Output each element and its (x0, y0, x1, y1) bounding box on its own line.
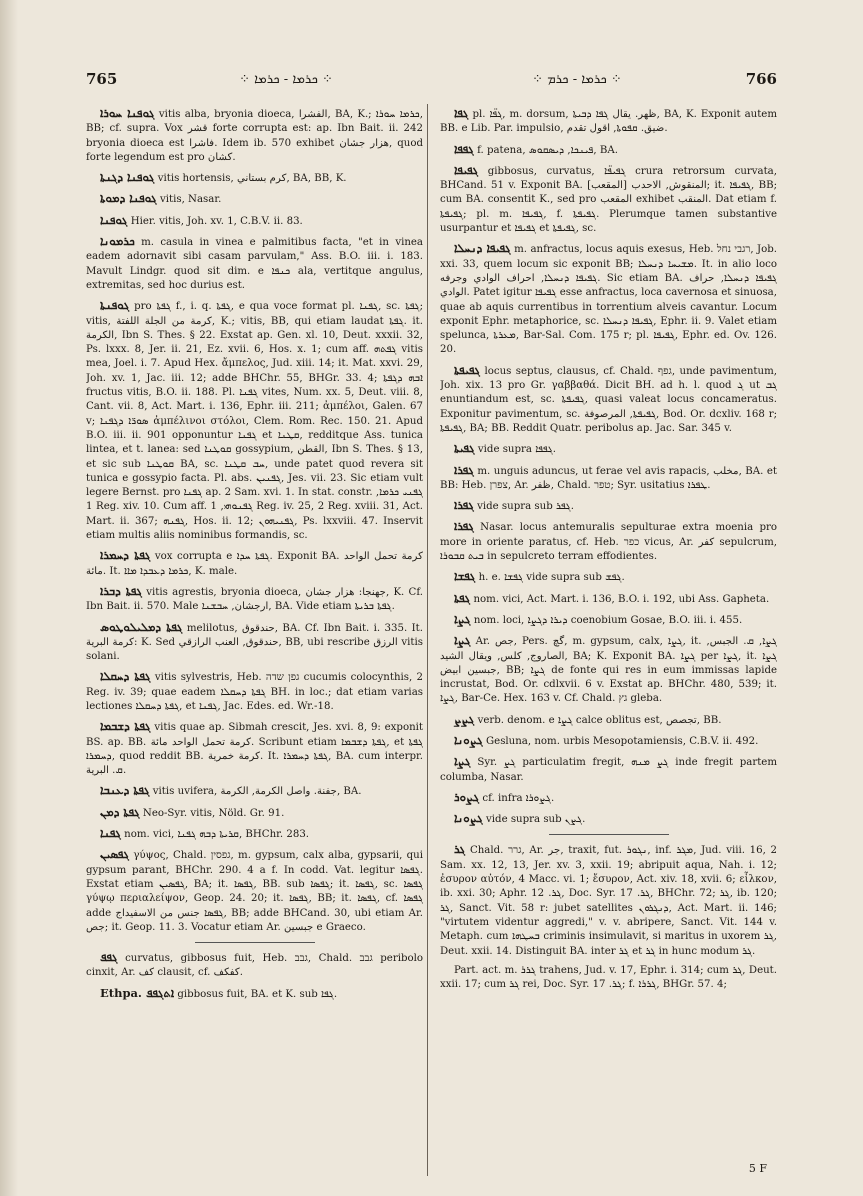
dictionary-entry (440, 754, 777, 785)
dictionary-entry (86, 548, 423, 579)
dictionary-entry (86, 986, 423, 1002)
entry-text: Syr. ܓܨ particulatim fregit, ܓܨ ܡܢܗ inde fregit partem columba, Nasar. (440, 757, 777, 783)
entry-text: vitis agrestis, bryonia dioeca, جهنجا: هزار جشان, K. Cf. Ibn Bait. ii. 570. Male ارجشان, ܚܒܫܢܐ, BA. Vide etiam ܓܦܬܐ ܒܪܝܬܐ. (86, 586, 423, 613)
entry-lemma: ܓܦܪܐ (454, 519, 474, 534)
entry-lemma: ܓܨܨ (454, 711, 475, 726)
dictionary-entry (440, 519, 777, 564)
entry-text: gibbosus, curvatus, ܓܦܝܦ̈ܐ crura retrorsum curvata, BHCand. 51 v. Exponit BA. المنقوش, الاحدب [المقعب]; it. ܓܦܝܦܐ, BB; cum BA. consentit K., sed pro المقعب exhibet المنقب. Dat etiam f. ܓܦܝܦܬܐ; pl. m. ܓܦܝܦܐ, f. ܓܦܝܦܬܐ. Plerumque tamen substantive usurpantur et ܓܦܝܦܐ et ܓܦܝܦܬܐ, sc. (440, 165, 777, 235)
entry-lemma: ܓܦܝܦܐ (454, 162, 479, 177)
entry-lemma: ܓܦܬܐ (454, 590, 471, 605)
entry-text: curvatus, gibbosus fuit, Heb. גבב, Chald. גבב peribolo cinxit, Ar. كف clausit, cf. كفكف. (86, 953, 423, 979)
entry-lemma: ܓܦܬܐ ܕܡܠܝܠܘܛܘܣ (100, 619, 183, 634)
entry-lemma: ܓܨܐ (454, 611, 471, 626)
entry-text: Nasar. locus antemuralis sepulturae extra moenia pro more in oriente paratus, cf. Heb. כפר vicus, Ar. كفر sepulcrum, ܒܝܬ ܩܒܘܪܐ in sepulcreto terram effodientes. (440, 522, 777, 563)
entry-text: vox corrupta e ܓܦܬܐ ܚܕܐ. Exponit BA. كرمة تحمل الواحد مائة. It. ܟܪܡܐ ܕܥܒܕܐ ܡܐܐ, K. male. (86, 551, 423, 577)
dictionary-entry (440, 441, 777, 457)
entry-lemma: ܓܦܢܐ (100, 826, 121, 841)
entry-lemma: ܓܦܦ (100, 950, 118, 965)
entry-text: m. casula in vinea e palmitibus facta, "et in vinea eadem adornavit sibi casam parvulam," Ass. B.O. iii. i. 183. Mavult Lindgr. quod sit dim. e ܟܢܦܐ ala, vertitque angulus, extremitas, sed hoc durius est. (86, 237, 423, 291)
entry-text: m. anfractus, locus aquis exesus, Heb. רגבי נחל, Job. xxi. 33, quem locum sic exponit BB; ܡܫܝܚܐ ܕܢܚܠܐ. It. in alio loco ܓܦܝܦܐ ܕܢܚܠܐ, احراف الوادي وجرفه. Sic etiam BA. ܓܦܝܦܐ ܕܢܚܠܐ, حراف الوادي. Patet igitur ܓܦܝܦܐ esse anfractus, loca cavernosa et sinuosa, quae ab aquis currentibus in torrentium alveis cavantur. Locum exponit Ephr. metaphorice, sc. ܓܦܝܦܐ ܕܢܚܠܐ, Ephr. ii. 9. Valet etiam spelunca, ܡܥܪܬܐ, Bar-Sal. Com. 175 r; pl. ܓܦܝܦܐ, Ephr. ed. Ov. 126. 20. (440, 244, 777, 356)
page-header (86, 70, 777, 96)
entry-text: Gesluna, nom. urbis Mesopotamiensis, C.B.V. ii. 492. (486, 735, 759, 747)
entry-lemma: ܓܦܪܐ (454, 462, 474, 477)
dictionary-entry (440, 591, 777, 607)
entry-lemma: ܓܦܬܐ ܕܡܢ (100, 804, 140, 819)
dictionary-entry (86, 805, 423, 821)
dictionary-entry (86, 669, 423, 714)
dictionary-entry (86, 213, 423, 229)
entry-lemma: ܓܦܝܦܐ ܕܢܚܠܐ (454, 241, 511, 256)
left-running-head: ⁘ ܟܪܡܐ - ܟܪܡܐ ⁘ (239, 72, 333, 87)
entry-lemma: ܟܪܡܘܢܐ (100, 234, 135, 249)
entry-lemma: ܓܦܪܐ (454, 498, 474, 513)
entry-lemma: ܓܦܐ (454, 106, 469, 120)
dictionary-entry (440, 498, 777, 514)
entry-text: gibbosus fuit, BA. et K. sub ܓܦܐ. (177, 988, 338, 1000)
entry-lemma: ܓܦܬܐ ܕܚܩܠܐ (100, 669, 151, 684)
entry-text: vide supra sub ܓܨܢ. (486, 814, 586, 826)
entry-lemma: ܓܘܦܢܬܐ (100, 298, 130, 313)
dictionary-entry (86, 106, 423, 165)
entry-text: pro ܓܦܬܐ f., i. q. ܓܦܬܐ, e qua voce format pl. ܓܦܢܐ, sc. ܓܦܬܐ; vitis, كرمة من الجلة اللفتة, K.; vitis, BB, qui etiam laudat ܓܦܬܐ. it. الكرمة, Ibn S. Thes. § 22. Exstat ap. Gen. xl. 10, Deut. xxxii. 32, Ps. lxxx. 8, Jer. ii. 21, Ez. xvii. 6, Hos. x. 1; cum aff. ܓܦܬܗ vitis mea, Joel. i. 7. Apud Hex. ἄμπελος, Jud. xiii. 14; it. Mat. xxvi. 29, Joh. xv. 1, Jac. iii. 12; adde BHChr. 55, BHGr. 33. 4; ܐܒܗ ܕܓܦܬܐ fructus vitis, B.O. ii. 188. Pl. ܓܦܢܐ vites, Num. xx. 5, Deut. viii. 8, Cant. vii. 8, Act. Mart. i. 136, Ephr. iii. 211; ἀμπέλοι, Galen. 67 v; ܣܘܪ̈ܐ ܕܓܦܢܐ ἀμπέλινοι στόλοι, Clem. Rom. Rec. 150. 21. Apud B.O. iii. ii. 901 opponuntur ܓܦܢܐ et ܩܛܢܐ, redditque Ass. tunica lintea, et t. lanea: sed ܩܘܛܢܐ gossypium, القطن, Ibn S. Thes. § 13, et sic sub ܩܘܛܢܐ BA, sc. ܚܒ ܩܛܢܐ, unde patet quod revera sit tunica e gossypio facta. Pl. abs. ܓܦܢܝܢ, Jes. vii. 23. Sic etiam vult legere Bernst. pro ܓܦܢܐ ap. 2 Sam. xvi. 1. In stat. constr. ܓܦܢܝ ܟܪܡܐ, 1 Reg. xiv. 10. Cum aff. ܓܦܢܘܗܝ, 1 Reg. iv. 25, 2 Reg. xviii. 31, Act. Mart. ii. 367; ܓܦܢܗ, Hos. ii. 12; ܓܦܢܝܗܘܢ, Ps. lxxviii. 47. Inservit etiam multis aliis nominibus formandis, sc. (86, 301, 423, 542)
left-column (86, 106, 423, 1181)
entry-text: h. e. ܓܦܫܐ vide supra sub ܓܦܫ. (478, 572, 625, 584)
section-rule (195, 942, 315, 943)
entry-lemma: ܓܨܐ (454, 754, 471, 769)
column-rule (427, 104, 428, 1176)
dictionary-entry (440, 733, 777, 749)
entry-lemma: ܓܨܘܪ (454, 789, 480, 804)
dictionary-entry (440, 811, 777, 827)
dictionary-entry (86, 620, 423, 665)
entry-text: locus septus, clausus, cf. Chald. גפף, unde pavimentum, Joh. xix. 13 pro Gr. γαββαθά. Dicit BH. ad h. l. quod ܓ ut ܓܒ enuntiandum est, sc. ܓܦܝܦܬܐ, quasi valeat locus concameratus. Exponitur pavimentum, sc. ܓܦܝܦܬܐ, المرصوفة, Bod. Or. dcxliv. 168 r; ܓܦܝܦܬܐ, BA; BB. Reddit Quatr. peribolus ap. Jac. Sar. 345 v. (440, 365, 777, 434)
right-column (440, 106, 777, 1181)
dictionary-entry (440, 106, 777, 137)
entry-text: vitis alba, bryonia dioeca, الفشرا, BA, K.; ܟܪܡܐ ܚܘܪܐ, BB; cf. supra. Vox قشر forte corrupta est: ap. Ibn Bait. ii. 242 bryonia dioeca est فاشرا. Idem ib. 570 exhibet هزار جشان, quod forte legendum est pro كشان. (86, 109, 423, 163)
entry-lemma: ܓܦܦܐ (454, 141, 474, 156)
entry-text: cf. infra ܓܨܘܪܐ. (482, 792, 555, 804)
dictionary-entry (440, 964, 777, 993)
entry-lemma: ܓܦܬܐ ܕܫܒܡܐ (100, 719, 151, 734)
entry-lemma: ܓܘܦܢܐ ܕܓܢܬܐ (100, 170, 155, 185)
entry-text: pl. ܓܦ̈ܐ, m. dorsum, ظهر. يقال ܓܦܐ ܕܒܝܬܐ, BA, K. Exponit autem BB. e Lib. Par. impulsio, ضيق. ܩܦܘܬܐ, اقول تقدم. (440, 109, 777, 135)
dictionary-entry (440, 712, 777, 728)
entry-lemma: ܓܦܝܦܬܐ (454, 362, 481, 377)
dictionary-entry (86, 191, 423, 207)
dictionary-entry (86, 719, 423, 778)
dictionary-entry (440, 633, 777, 706)
entry-text: melilotus, حندقوق, BA. Cf. Ibn Bait. i. 335. It. كرمة البرية: K. Sed حندقوق, العنب الرازقي, BB, ubi rescribe الرزق vitis solani. (86, 622, 423, 663)
dictionary-entry (440, 142, 777, 158)
dictionary-entry (86, 170, 423, 186)
entry-text: nom. vici, Act. Mart. i. 136, B.O. i. 192, ubi Ass. Gapheta. (473, 593, 770, 605)
dictionary-entry (86, 584, 423, 615)
entry-lemma: ܓܦܝܬܐ (454, 441, 475, 456)
dictionary-entry (440, 842, 777, 958)
entry-text: Chald. גרר, Ar. جر, traxit, fut. ܢܓܘܪ, inf. ܡܓܪ, Jud. viii. 16, 2 Sam. xx. 12, 13, Jer. xv. 3, xxii. 19; abripuit aqua, Nah. i. 12; ἐσυρον αὐτόν, 4 Macc. vi. 1; ἔσυρον, Act. xiv. 18, xvii. 6; εἷλκον, ib. xxi. 30; Aphr. ܓܪ. 12, Doc. Syr. ܓܪ. 17, BHChr. 72; ܓܪ, ib. 120; ܓܪ, Sanct. Vit. 58 r: jubet satellites ܕܢܓܪܘܢ, Act. Mart. ii. 146; "virtutem videntur aggredi," v. v. abripere, Sanct. Vit. 144 v. Metaph. cum ܒܚܛܗܐ criminis insimulavit, si maritus in uxorem ܓܪ, Deut. xxii. 14. Distinguit BA. inter ܓܪ et ܓܪ in hunc modum ܓܪ. (440, 845, 777, 957)
entry-lemma: ܓܦܬܐ ܕܒܪܐ (100, 583, 143, 598)
entry-text: nom. loci, ܕܝܪܐ ܕܓܨܐ coenobium Gosae, B.O. iii. i. 455. (473, 614, 743, 626)
entry-text: Ar. جص, Pers. گچ, m. gypsum, calx, ܓܨܐ, it. ܓܨܐ, ܩ. الجبس, الصاروج, كلس, ويقال الشيد, BA; K. Exponit BA. ܓܨܐ per ܓܨܐ, it. ܓܨܐ جبسين ابيض, BB; ܓܨܐ de fonte qui res in eum immissas lapide incrustat, Bod. Or. cdlxvii. 6 v. Exstat ap. BHChr. 480, 539; it. ܓܨܐ, Bar-Ce. Hex. 163 v. Cf. Chald. גץ gleba. (440, 636, 777, 705)
entry-text: m. unguis aduncus, ut ferae vel avis rapacis, مخلب, BA. et BB: Heb. צפרן, Ar. ظفر, Chald. טפר; Syr. usitatius ܛܦܪܐ. (440, 465, 777, 491)
entry-lemma: ܓܦܬܐ ܕܚܡܪܐ (100, 548, 151, 563)
entry-text: f. patena, ܦܝܢܟܐ, ܕܝܣܩܘܣ, BA. (477, 144, 618, 156)
dictionary-entry (86, 847, 423, 935)
entry-lemma: ܓܨܘܢܐ (454, 811, 483, 826)
entry-text: Part. act. m. ܓܪܪ trahens, Jud. v. 17, Ephr. i. 314; cum ܓܪ, Deut. xxii. 17; cum ܓܪ rei, Doc. Syr. ܓܪ. 17; f. ܓܪܪܐ, BHGr. 57. 4; (440, 964, 777, 991)
entry-lemma: ܓܦܬܐ ܕܥܢܒܐ (100, 783, 150, 798)
entry-text: Neo-Syr. vitis, Nöld. Gr. 91. (142, 807, 285, 819)
dictionary-entry (440, 569, 777, 585)
folio-mark: 5 F (748, 1162, 767, 1175)
entry-text: vitis sylvestris, Heb. גפן שדה cucumis colocynthis, 2 Reg. iv. 39; quae eadem ܓܦܬܐ ܕܚܩܠܐ BH. in loc.; dat etiam varias lectiones ܓܦܬܐ ܕܚܩܠܐ, et ܓܦܢܐ, Jac. Edes. ed. Wr.-18. (86, 672, 423, 712)
entry-lemma: ܓܘܦܢܐ ܕܡܘܬܐ (100, 191, 157, 206)
dictionary-entry (440, 790, 777, 806)
entry-lemma: ܓܪ (454, 842, 466, 857)
dictionary-entry (440, 241, 777, 357)
dictionary-entry (86, 298, 423, 543)
dictionary-entry (440, 363, 777, 436)
entry-lemma: ܓܨܘܢܐ (454, 732, 483, 747)
entry-text: vide supra sub ܓܦܪ. (477, 501, 574, 513)
entry-text: vitis quae ap. Sibmah crescit, Jes. xvi. 8, 9: exponit BS. ap. BB. كرمة تحمل الواحد مائة. Scribunt etiam ܓܦܬܐ ܕܫܒܡܐ, et ܓܦܬܐ ܕܚܡܪܐ, quod reddit BB. كرمة خمرية. It. ܓܦܬܐ ܕܚܡܪܐ, BA. cum interpr. ܩ. البرية. (86, 722, 423, 777)
entry-text: vide supra ܓܦܦܐ. (477, 444, 557, 456)
dictionary-entry (440, 463, 777, 494)
entry-text: γύψος, Chald. גפסין, m. gypsum, calx alba, gypsarii, qui gypsum parant, BHChr. 290. 4 a f. In codd. Vat. legitur ܓܦܣܐ. Exstat etiam ܓܦܣܝܢ, BA; it. ܓܦܣܐ, BB. sub ܓܦܣܐ; it. ܓܦܣܐ, sc. ܓܦܣܐ γύψῳ περιαλείψον, Geop. 24. 20; it. ܓܦܣܐ, BB; it. ܓܦܣܐ, cf. ܓܦܣܐ adde ܓܦܣܐ جنس من الاسفيداج, BB; adde BHCand. 30, ubi etiam Ar. جص; it. Geop. 11. 3. Vocatur etiam Ar. جبسين e Graeco. (86, 850, 423, 933)
dictionary-entry (440, 612, 777, 628)
binding-shadow (0, 0, 18, 1196)
entry-text: vitis, Nasar. (159, 194, 222, 206)
dictionary-entry (440, 163, 777, 236)
entry-lemma: ܓܨܐ (454, 633, 471, 648)
entry-text: verb. denom. e ܓܨܐ calce oblitus est, تجصص, BB. (477, 714, 722, 726)
entry-lemma: ܓܘܦܢܐ ܚܘܪܐ (100, 106, 155, 120)
entry-text: vitis uvifera, جفنة. واصل الكرمة, الكرمة, BA. (152, 786, 362, 798)
entry-lemma: ܓܘܦܢܐ (100, 212, 128, 227)
entry-text: Hier. vitis, Joh. xv. 1, C.B.V. ii. 83. (130, 215, 303, 227)
entry-lemma: Ethpa. ܐܬܓܦܦ (100, 985, 175, 1000)
left-page-number: 765 (86, 70, 118, 88)
dictionary-entry (86, 826, 423, 842)
right-running-head: ⁘ ܟܪܡܐ - ܟܪܡ ⁘ (532, 72, 622, 87)
section-rule (549, 834, 669, 835)
entry-lemma: ܓܦܣܝܢ (100, 847, 130, 862)
dictionary-entry (86, 234, 423, 293)
entry-text: vitis hortensis, كرم بستاني, BA, BB, K. (157, 173, 347, 185)
right-page-number: 766 (745, 70, 777, 88)
entry-text: nom. vici, ܩܪܝܬܐ ܕܒܗ ܓܦܢܐ, BHChr. 283. (124, 829, 310, 841)
entry-lemma: ܓܦܫܐ (454, 569, 476, 584)
dictionary-entry (86, 950, 423, 981)
dictionary-entry (86, 783, 423, 799)
